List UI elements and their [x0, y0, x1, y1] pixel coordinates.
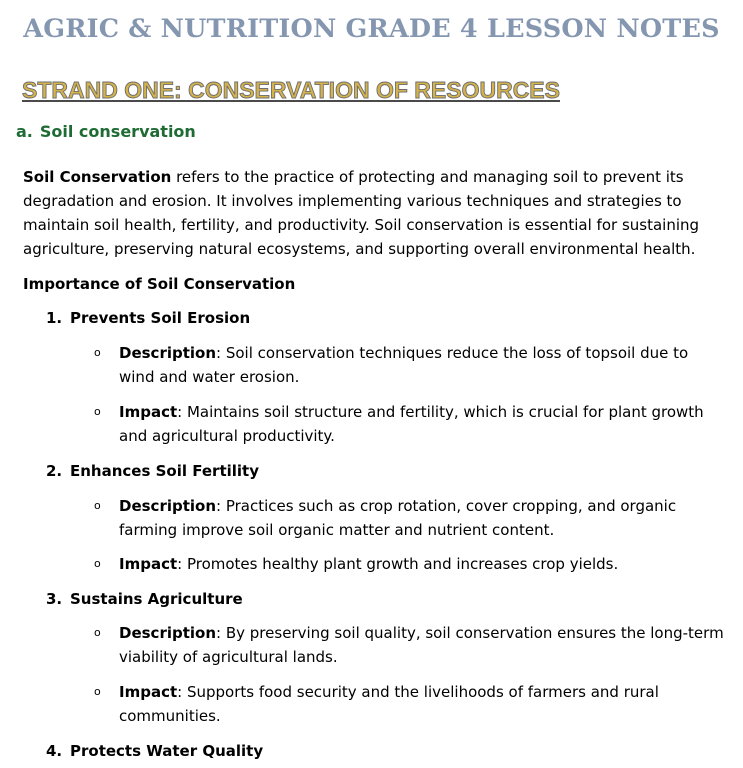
bullet-label: Description [119, 624, 217, 642]
sub-bullet [94, 341, 724, 389]
importance-heading: Importance of Soil Conservation [23, 275, 296, 293]
sub-bullet [94, 494, 724, 542]
bullet-label: Impact [119, 683, 178, 701]
list-item-3 [46, 587, 243, 611]
list-item-title: Protects Water Quality [70, 742, 264, 760]
sub-bullet [94, 680, 724, 728]
list-item-title: Sustains Agriculture [70, 590, 243, 608]
bullet-text: : Practices such as crop rotation, cover cropping, and organic farming improve soil organic matter and nutrient content. [119, 497, 677, 539]
list-item-title: Enhances Soil Fertility [70, 462, 259, 480]
sub-bullet [94, 621, 724, 669]
bullet-label: Impact [119, 555, 178, 573]
list-item-2 [46, 459, 259, 483]
list-item-number: 4. [46, 742, 63, 760]
bullet-label: Impact [119, 403, 178, 421]
bullet-circle-icon: o [94, 499, 101, 512]
bullet-circle-icon: o [94, 346, 101, 359]
list-item-title: Prevents Soil Erosion [70, 309, 251, 327]
bullet-text: : By preserving soil quality, soil conservation ensures the long-term viability of agricultural lands. [119, 624, 724, 666]
bullet-text: : Promotes healthy plant growth and increases crop yields. [177, 555, 619, 573]
list-item-number: 2. [46, 462, 63, 480]
intro-paragraph [23, 165, 723, 261]
sub-bullet [94, 400, 724, 448]
section-marker: a. [16, 122, 33, 141]
bullet-circle-icon: o [94, 557, 101, 570]
list-item-1 [46, 306, 250, 330]
bullet-circle-icon: o [94, 685, 101, 698]
list-item-4 [46, 739, 263, 763]
sub-bullet [94, 552, 724, 576]
document-title: AGRIC & NUTRITION GRADE 4 LESSON NOTES [23, 14, 720, 44]
bullet-circle-icon: o [94, 405, 101, 418]
bullet-label: Description [119, 497, 217, 515]
strand-heading: STRAND ONE: CONSERVATION OF RESOURCES [22, 77, 560, 103]
bullet-text: : Soil conservation techniques reduce the loss of topsoil due to wind and water erosion. [119, 344, 689, 386]
list-item-number: 1. [46, 309, 63, 327]
bullet-text: : Supports food security and the livelihoods of farmers and rural communities. [119, 683, 659, 725]
bullet-text: : Maintains soil structure and fertility, which is crucial for plant growth and agricultural productivity. [119, 403, 704, 445]
list-item-number: 3. [46, 590, 63, 608]
section-heading-text: Soil conservation [39, 122, 196, 141]
intro-text: refers to the practice of protecting and managing soil to prevent its degradation and erosion. It involves implementing various techniques and strategies to maintain soil health, fertility, and productivity. Soil conservation is essential for sustaining agriculture, preserving natural ecosystems, and supporting overall environmental health. [23, 168, 700, 258]
bullet-label: Description [119, 344, 217, 362]
intro-term: Soil Conservation [23, 168, 172, 186]
section-heading [16, 122, 196, 141]
bullet-circle-icon: o [94, 626, 101, 639]
